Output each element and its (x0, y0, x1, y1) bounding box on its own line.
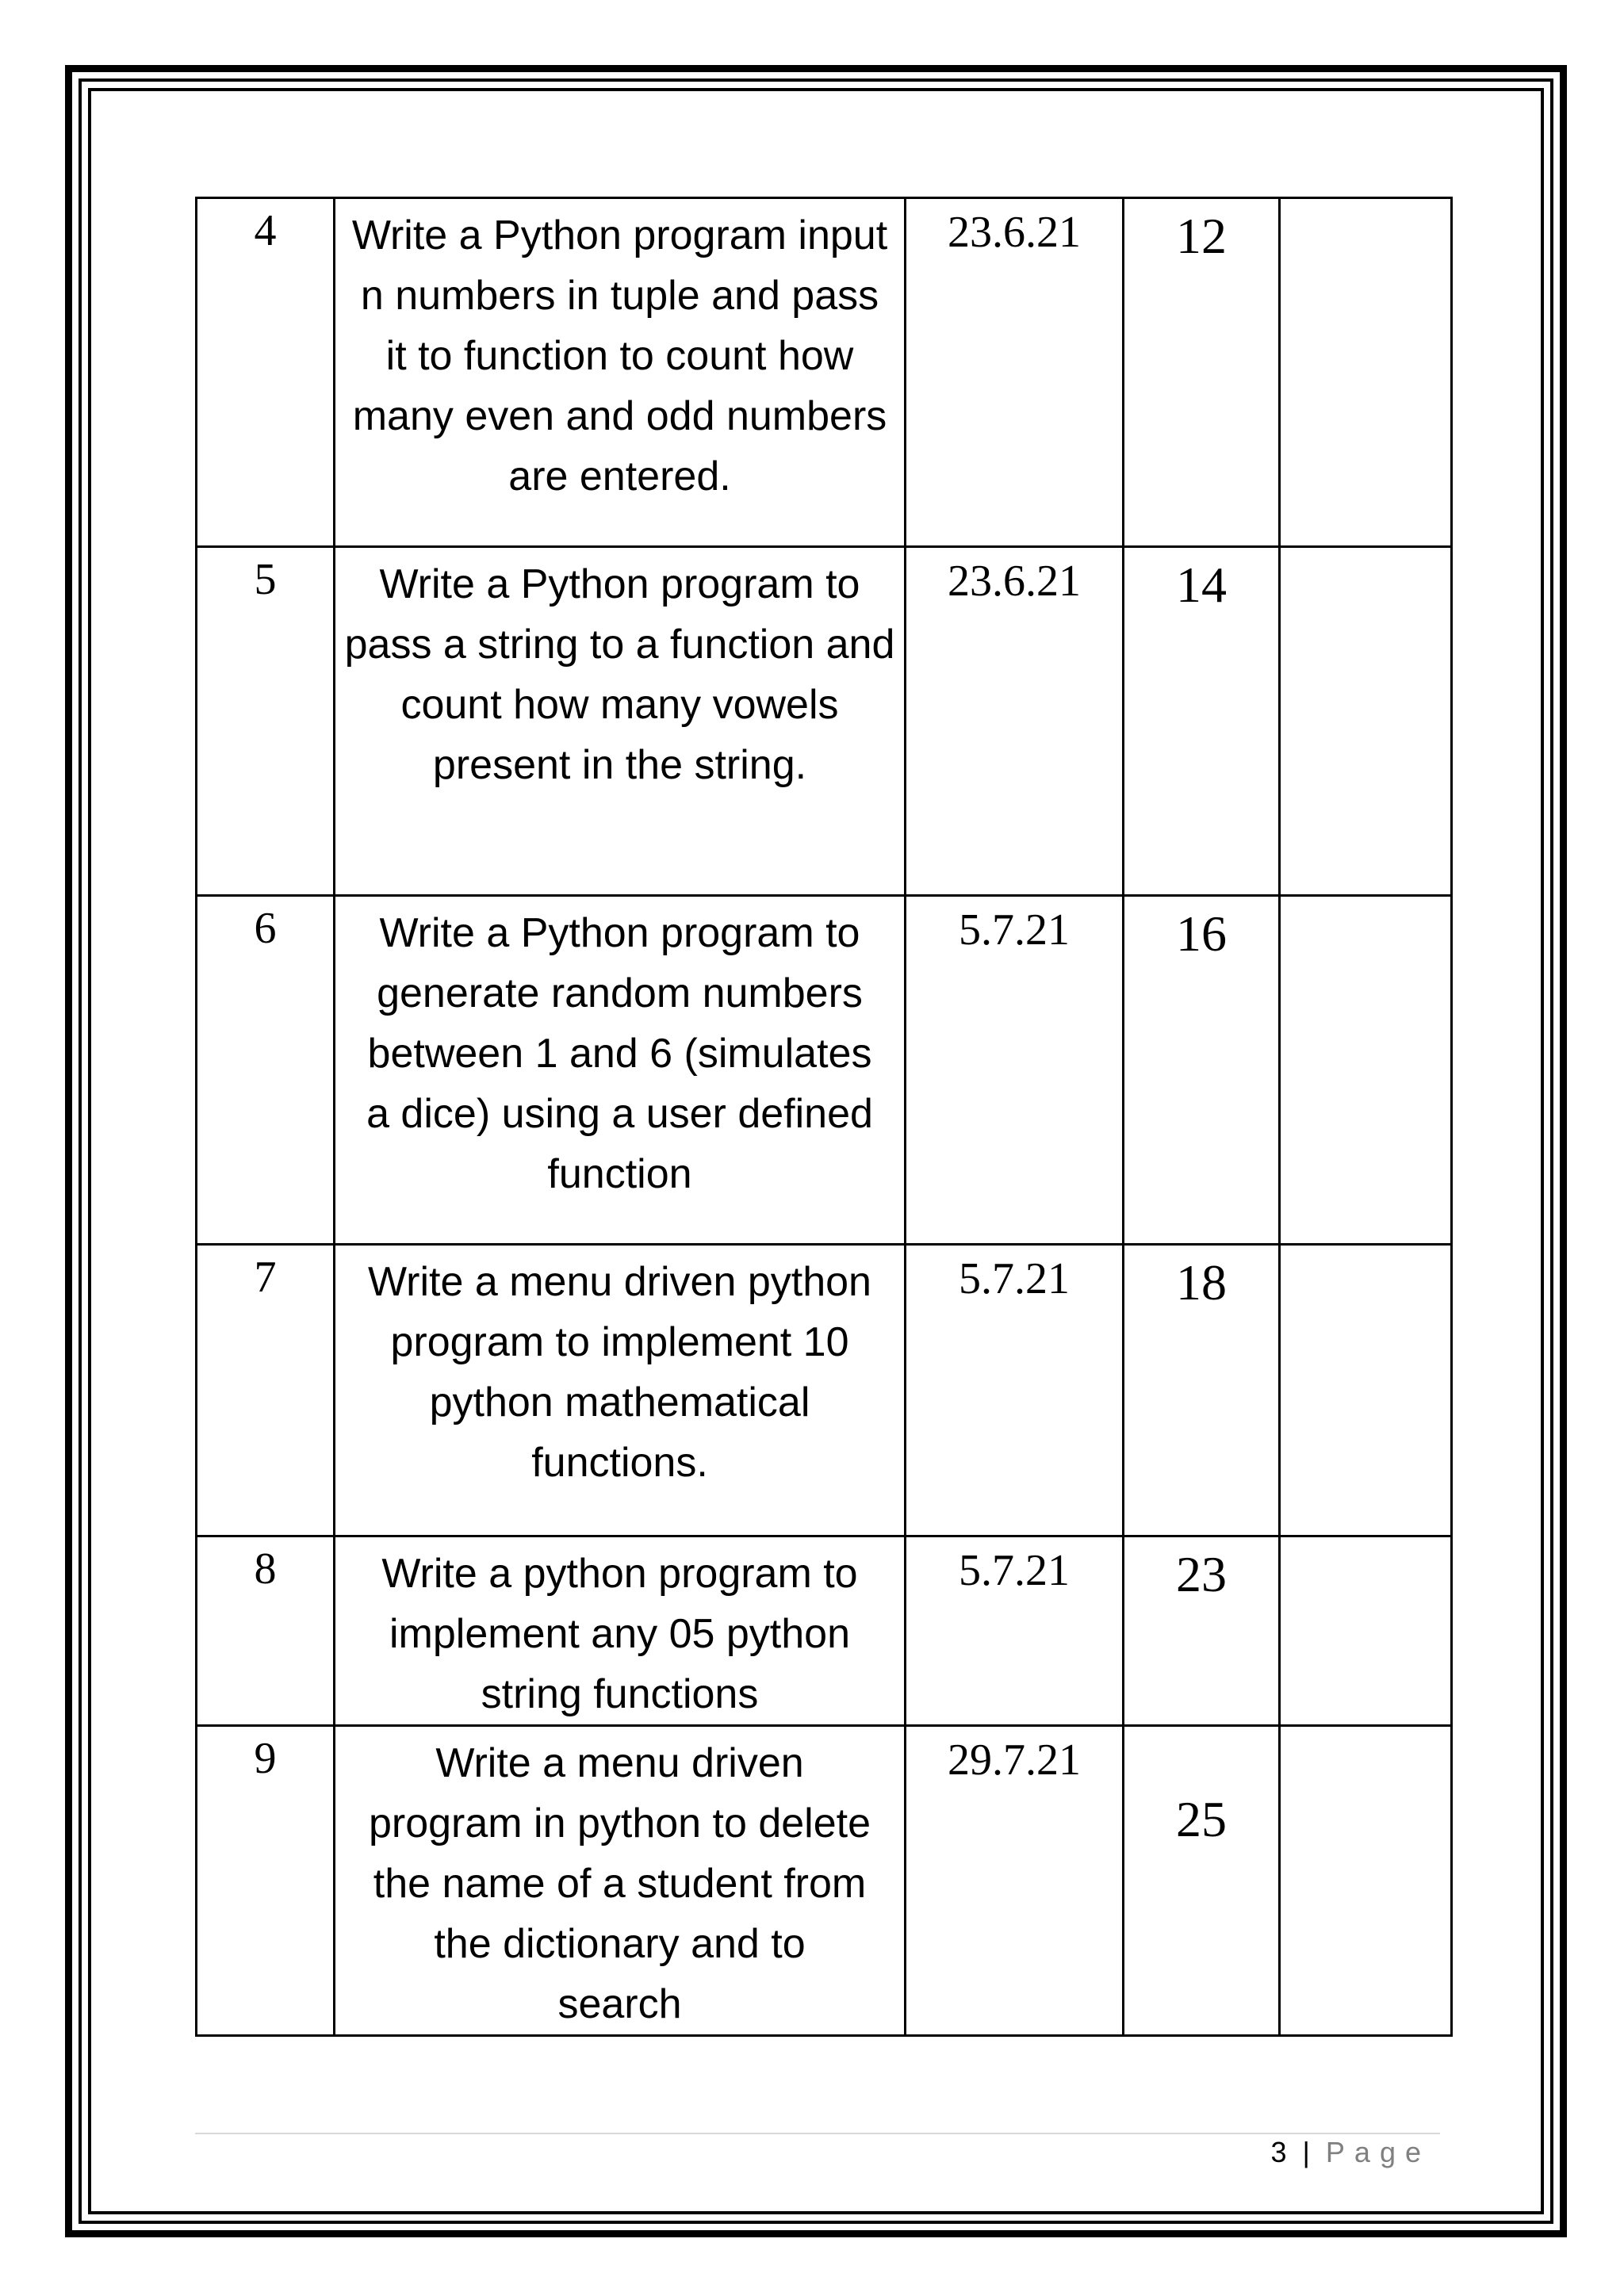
page-number: 12 (1124, 198, 1280, 547)
program-index-table (195, 197, 1453, 2037)
table-row (197, 547, 1452, 896)
program-date: 5.7.21 (906, 896, 1124, 1245)
program-description (335, 1245, 906, 1536)
remarks-cell (1280, 1536, 1452, 1726)
serial-number: 6 (197, 896, 335, 1245)
program-description (335, 547, 906, 896)
program-description (335, 1536, 906, 1726)
serial-number: 5 (197, 547, 335, 896)
description-text: Write a Python program input n numbers in tuple and pass it to function to count how many even and odd numbers are entered. (351, 212, 888, 499)
page-number: 18 (1124, 1245, 1280, 1536)
serial-number: 4 (197, 198, 335, 547)
table-row (197, 1245, 1452, 1536)
remarks-cell (1280, 547, 1452, 896)
page-number: 14 (1124, 547, 1280, 896)
description-text: Write a Python program to pass a string to a function and count how many vowels present in the string. (344, 561, 895, 788)
footer-page-word: Page (1325, 2136, 1431, 2168)
description-text: Write a Python program to generate random numbers between 1 and 6 (simulates a dice) using a user defined function (366, 910, 873, 1197)
table-row (197, 1536, 1452, 1726)
serial-number: 9 (197, 1726, 335, 2036)
page-footer (1271, 2136, 1431, 2169)
serial-number: 8 (197, 1536, 335, 1726)
description-text: Write a menu driven program in python to delete the name of a student from the dictionary and to search (368, 1740, 871, 2027)
program-description (335, 1726, 906, 2036)
description-text: Write a menu driven python program to implement 10 python mathematical functions. (368, 1259, 871, 1486)
program-description (335, 198, 906, 547)
footer-page-number: 3 (1270, 2136, 1287, 2168)
program-date: 29.7.21 (906, 1726, 1124, 2036)
table-row (197, 1726, 1452, 2036)
remarks-cell (1280, 1726, 1452, 2036)
remarks-cell (1280, 896, 1452, 1245)
program-date: 23.6.21 (906, 547, 1124, 896)
description-text: Write a python program to implement any 05 python string functions (381, 1551, 858, 1717)
table-row (197, 896, 1452, 1245)
table-row (197, 198, 1452, 547)
page-number: 23 (1124, 1536, 1280, 1726)
program-date: 5.7.21 (906, 1536, 1124, 1726)
serial-number: 7 (197, 1245, 335, 1536)
program-description (335, 896, 906, 1245)
footer-separator: | (1302, 2136, 1310, 2168)
remarks-cell (1280, 1245, 1452, 1536)
footer-divider (195, 2133, 1440, 2134)
program-date: 5.7.21 (906, 1245, 1124, 1536)
page-number: 25 (1124, 1726, 1280, 2036)
page-number: 16 (1124, 896, 1280, 1245)
program-date: 23.6.21 (906, 198, 1124, 547)
remarks-cell (1280, 198, 1452, 547)
